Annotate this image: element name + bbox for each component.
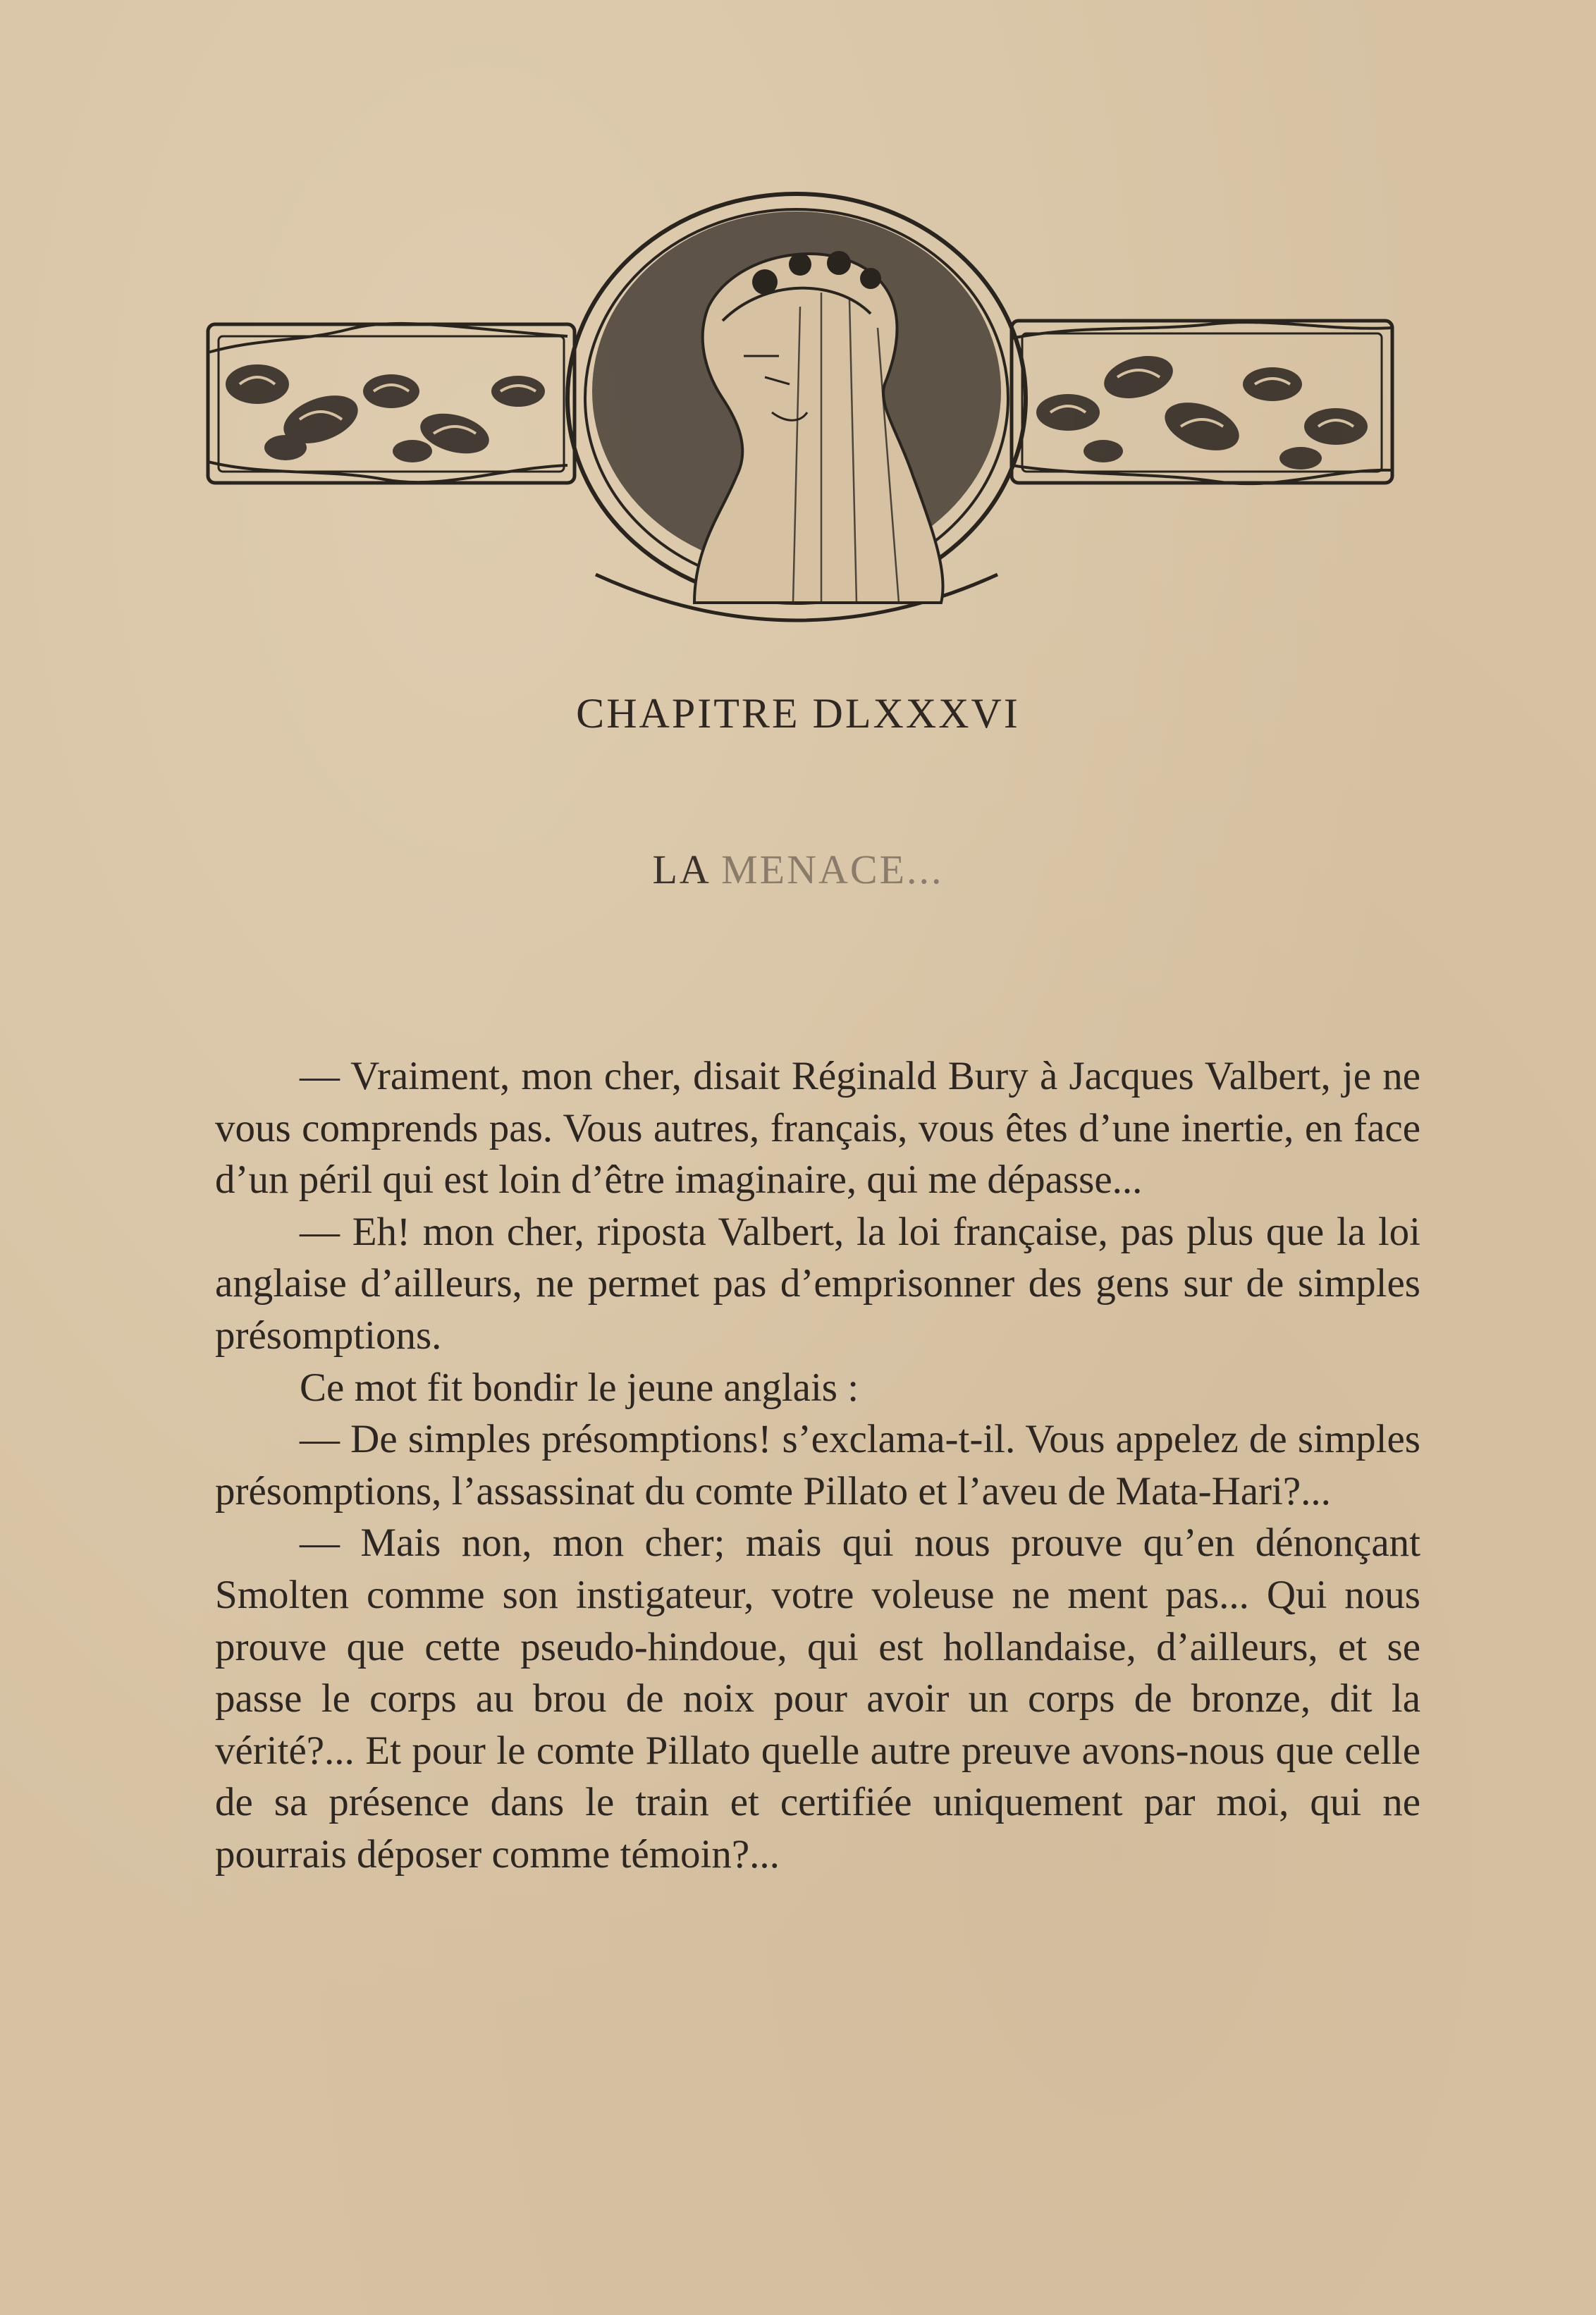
paragraph: — Eh! mon cher, riposta Valbert, la loi française, pas plus que la loi anglaise d’ailleurs, ne permet pas d’emprisonner des gens sur de simples présomptions. (215, 1209, 1420, 1358)
chapter-subtitle-lead: LA (652, 847, 709, 892)
paragraph: Ce mot fit bondir le jeune anglais : (300, 1365, 859, 1410)
right-floral-foliage (1036, 349, 1368, 469)
paragraph: — Vraiment, mon cher, disait Réginald Bury à Jacques Valbert, je ne vous comprends pas. Vous autres, français, vous êtes d’une inertie, en face d’un péril qui est loin d’être imaginaire, qui me dépasse... (215, 1054, 1420, 1203)
chapter-subtitle (0, 846, 1596, 893)
chapter-subtitle-rest: MENACE... (721, 847, 944, 892)
left-floral-foliage (226, 364, 545, 462)
portrait-vignette-icon (201, 180, 1399, 659)
paragraph: — Mais non, mon cher; mais qui nous prouve qu’en dénonçant Smolten comme son instigateur, votre voleuse ne ment pas... Qui nous prouve que cette pseudo-hindoue, qui est hollandaise, d’ailleurs, et se passe le corps au brou de noix pour avoir un corps de bronze, dit la vérité?... Et pour le comte Pillato quelle autre preuve avons-nous que celle de sa présence dans le train et certifiée uniquement par moi, qui ne pourrais déposer comme témoin?... (215, 1521, 1420, 1877)
paragraph: — De simples présomptions! s’exclama-t-il. Vous appelez de simples présomptions, l’assassinat du comte Pillato et l’aveu de Mata-Hari?... (215, 1417, 1420, 1513)
chapter-title: CHAPITRE DLXXXVI (576, 690, 1020, 737)
chapter-body (215, 1050, 1420, 1881)
